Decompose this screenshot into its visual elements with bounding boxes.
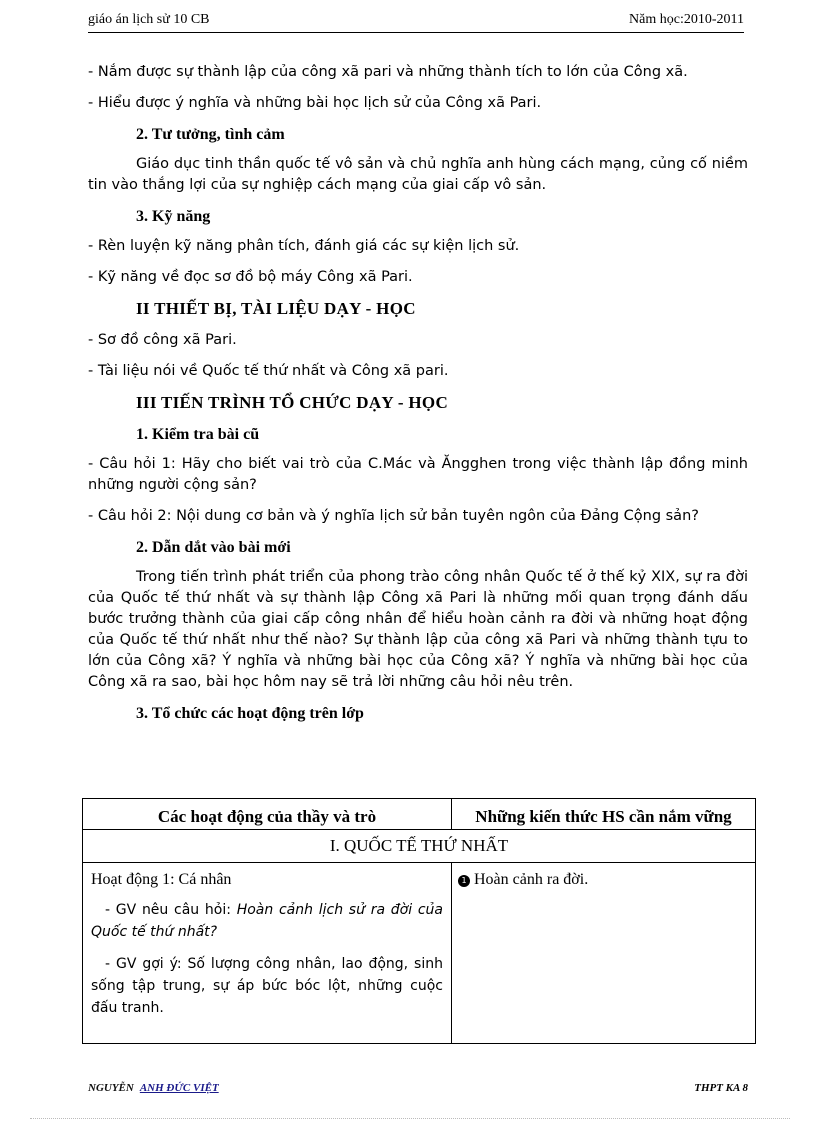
teacher-hint: - GV gợi ý: Số lượng công nhân, lao động, sinh sống tập trung, sự áp bức bóc lột, những cuộc đấu tranh. <box>91 956 443 1016</box>
teacher-question <box>91 899 443 943</box>
part-3-title: III TIẾN TRÌNH TỔ CHỨC DẠY - HỌC <box>136 393 449 412</box>
step-2-title: 2. Dẫn dắt vào bài mới <box>136 539 291 556</box>
knowledge-item-1 <box>458 871 749 889</box>
objective-line-1: - Nắm được sự thành lập của công xã pari và những thành tích to lớn của Công xã. <box>88 64 688 80</box>
equipment-line-1: - Sơ đồ công xã Pari. <box>88 332 237 348</box>
table-row <box>83 863 756 1044</box>
activities-cell <box>83 863 452 1044</box>
knowledge-cell <box>452 863 756 1044</box>
header-school-year: Năm học:2010-2011 <box>629 12 744 27</box>
footer-school: THPT KA 8 <box>694 1082 748 1094</box>
skill-line-1: - Rèn luyện kỹ năng phân tích, đánh giá các sự kiện lịch sử. <box>88 238 520 254</box>
skill-line-2: - Kỹ năng về đọc sơ đồ bộ máy Công xã Pari. <box>88 269 413 285</box>
activities-table <box>82 798 756 1044</box>
col-header-activities: Các hoạt động của thầy và trò <box>83 799 452 830</box>
page-footer <box>88 1082 748 1098</box>
footer-author-name: NGUYỄN <box>88 1082 134 1094</box>
section-3-title: 3. Kỹ năng <box>136 208 211 225</box>
document-body <box>88 62 748 733</box>
question-1: - Câu hỏi 1: Hãy cho biết vai trò của C.Mác và Ăngghen trong việc thành lập đồng minh những người cộng sản? <box>88 456 748 493</box>
col-header-knowledge: Những kiến thức HS cần nắm vững <box>452 799 756 830</box>
step-1-title: 1. Kiểm tra bài cũ <box>136 426 260 443</box>
objective-line-2: - Hiểu được ý nghĩa và những bài học lịch sử của Công xã Pari. <box>88 95 542 111</box>
page-header <box>88 12 744 33</box>
numbered-bullet-icon: 1 <box>458 875 470 887</box>
step-3-title: 3. Tổ chức các hoạt động trên lớp <box>136 705 364 722</box>
teacher-question-prefix: - GV nêu câu hỏi: <box>105 902 237 918</box>
section-2-title: 2. Tư tưởng, tình cảm <box>136 126 285 143</box>
section-2-text: Giáo dục tinh thần quốc tế vô sản và chủ nghĩa anh hùng cách mạng, củng cố niềm tin vào thắng lợi của sự nghiệp cách mạng của giai cấp vô sản. <box>88 156 748 193</box>
intro-paragraph: Trong tiến trình phát triển của phong trào công nhân Quốc tế ở thế kỷ XIX, sự ra đời của Quốc tế thứ nhất và sự thành lập Công xã Pari là những mối quan trọng đánh dấu bước trưởng thành của giai cấp công nhân để hiểu hoàn cảnh ra đời và những hoạt động của Quốc tế thứ nhất như thế nào? Sự thành lập của công xã Pari và những thành tựu to lớn của Công xã? Ý nghĩa và những bài học của Công xã? Ý nghĩa và những bài học của Công xã ra sao, bài học hôm nay sẽ trả lời những câu hỏi nêu trên. <box>88 569 748 690</box>
table-header-row <box>83 799 756 830</box>
table-section-row <box>83 830 756 863</box>
footer-author <box>88 1082 219 1094</box>
part-2-title: II THIẾT BỊ, TÀI LIỆU DẠY - HỌC <box>136 299 416 318</box>
section-heading: I. QUỐC TẾ THỨ NHẤT <box>83 830 756 863</box>
footer-link[interactable]: ANH ĐỨC VIỆT <box>139 1082 219 1094</box>
teacher-question-text: Hoàn cảnh lịch sử ra đời của Quốc tế thứ nhất? <box>91 902 443 940</box>
knowledge-item-1-text: Hoàn cảnh ra đời. <box>474 871 589 888</box>
equipment-line-2: - Tài liệu nói về Quốc tế thứ nhất và Công xã pari. <box>88 363 449 379</box>
page-bottom-divider <box>30 1118 790 1119</box>
activity-title: Hoạt động 1: Cá nhân <box>91 871 232 888</box>
header-subject: giáo án lịch sử 10 CB <box>88 12 210 27</box>
question-2: - Câu hỏi 2: Nội dung cơ bản và ý nghĩa lịch sử bản tuyên ngôn của Đảng Cộng sản? <box>88 508 699 524</box>
